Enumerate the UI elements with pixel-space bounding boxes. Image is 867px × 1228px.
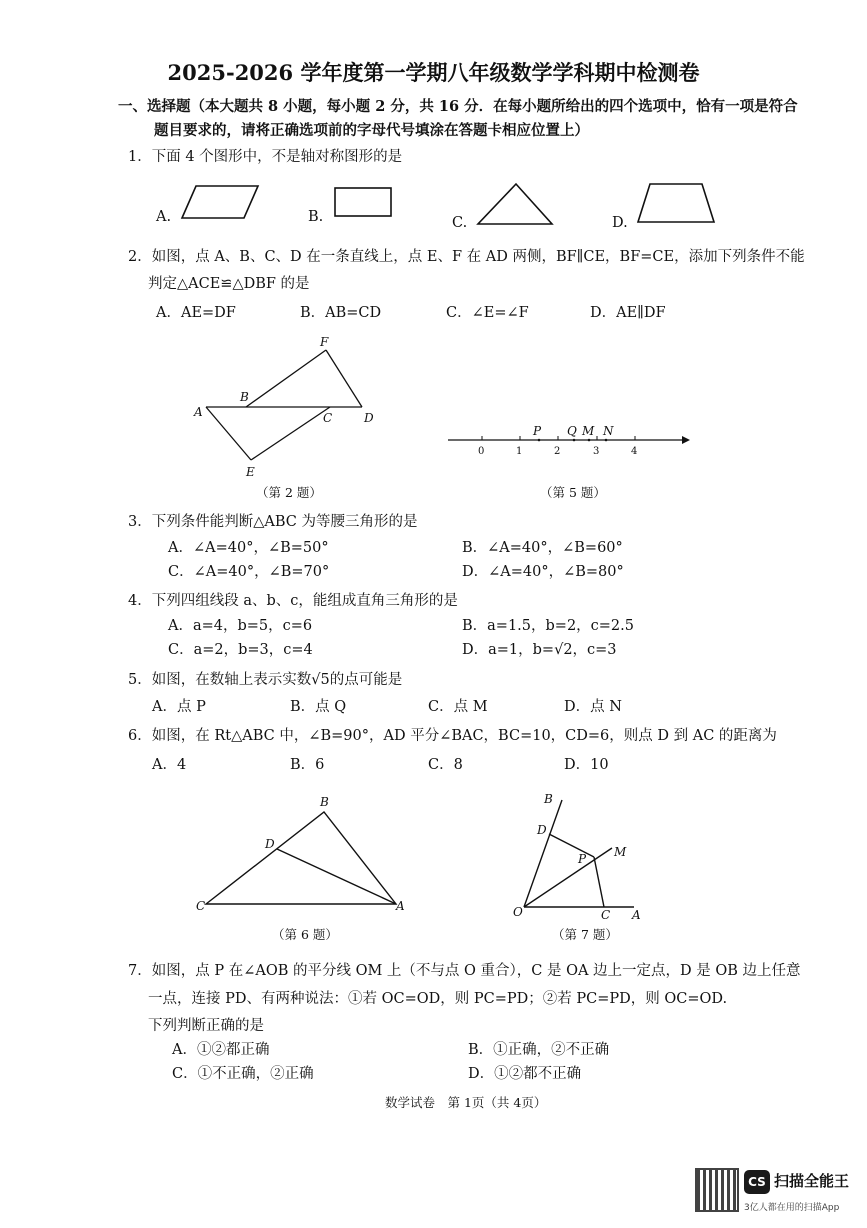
q2-option-b: B．AB=CD — [300, 305, 382, 321]
scanner-logo-icon: CS — [744, 1170, 770, 1194]
q6-label-b: B — [320, 795, 329, 809]
q2-option-c: C．∠E=∠F — [446, 305, 529, 321]
q6-caption: （第 6 题） — [272, 927, 338, 942]
point-n-label: N — [603, 424, 614, 438]
q6-label-d: D — [265, 837, 275, 851]
q7-stem-line3: 下列判断正确的是 — [148, 1018, 264, 1034]
q7-label-d: D — [537, 823, 547, 837]
q3-option-b: B．∠A=40°，∠B=60° — [462, 540, 623, 556]
q2-label-e: E — [246, 465, 255, 479]
q2-label-b: B — [240, 390, 249, 404]
q2-option-a: A．AE=DF — [156, 305, 236, 321]
q2-label-c: C — [323, 411, 333, 425]
q2-option-d: D．AE∥DF — [590, 305, 666, 321]
q2-label-d: D — [364, 411, 374, 425]
scanner-app-name: 扫描全能王 — [774, 1172, 850, 1190]
tick-label-4: 4 — [631, 446, 638, 457]
q7-stem-line1: 7．如图，点 P 在∠AOB 的平分线 OM 上（不与点 O 重合），C 是 OA 边上一定点，D 是 OB 边上任意 — [128, 963, 801, 979]
exam-title: 2025-2026 学年度第一学期八年级数学学科期中检测卷 — [167, 60, 700, 85]
scanner-app-tagline: 3亿人都在用的扫描App — [744, 1203, 840, 1213]
q6-option-d: D．10 — [564, 757, 609, 773]
q5-option-a: A．点 P — [152, 699, 206, 715]
q7-option-a: A．①②都正确 — [172, 1042, 270, 1058]
q5-caption: （第 5 题） — [540, 485, 606, 500]
q3-option-c: C．∠A=40°，∠B=70° — [168, 564, 330, 580]
q1-option-c: C. — [452, 215, 468, 231]
q2-stem-line1: 2．如图，点 A、B、C、D 在一条直线上，点 E、F 在 AD 两侧，BF∥CE，BF=CE，添加下列条件不能 — [128, 249, 805, 265]
point-p-label: P — [533, 424, 542, 438]
q2-label-a: A — [194, 405, 203, 419]
q4-option-c: C．a=2，b=3，c=4 — [168, 642, 313, 658]
q7-stem-line2: 一点，连接 PD、有两种说法：①若 OC=OD，则 PC=PD；②若 PC=PD，则 OC=OD. — [148, 991, 728, 1007]
q2-stem-line2: 判定△ACE≌△DBF 的是 — [148, 276, 310, 292]
q4-option-b: B．a=1.5，b=2，c=2.5 — [462, 618, 634, 634]
qr-code-icon — [695, 1168, 739, 1212]
q7-option-d: D．①②都不正确 — [468, 1066, 582, 1082]
q7-label-b: B — [544, 792, 553, 806]
q1-option-b: B. — [308, 209, 324, 225]
q7-label-o: O — [513, 905, 523, 919]
q4-option-a: A．a=4，b=5，c=6 — [168, 618, 313, 634]
q6-stem: 6．如图，在 Rt△ABC 中，∠B=90°，AD 平分∠BAC，BC=10，CD=6，则点 D 到 AC 的距离为 — [128, 728, 777, 744]
q5-option-c: C．点 M — [428, 699, 488, 715]
tick-label-0: 0 — [478, 446, 485, 457]
q6-option-b: B．6 — [290, 757, 325, 773]
q3-option-d: D．∠A=40°，∠B=80° — [462, 564, 624, 580]
q6-label-c: C — [196, 899, 206, 913]
q3-stem: 3．下列条件能判断△ABC 为等腰三角形的是 — [128, 514, 418, 530]
tick-label-2: 2 — [554, 446, 561, 457]
q7-label-c: C — [601, 908, 611, 922]
q7-label-m: M — [614, 845, 627, 859]
point-q-label: Q — [567, 424, 577, 438]
q5-stem: 5．如图，在数轴上表示实数√5的点可能是 — [128, 672, 403, 688]
q2-label-f: F — [320, 335, 329, 349]
q7-caption: （第 7 题） — [552, 927, 618, 942]
tick-label-1: 1 — [516, 446, 523, 457]
q4-option-d: D．a=1，b=√2，c=3 — [462, 642, 617, 658]
tick-label-3: 3 — [593, 446, 600, 457]
section-heading: 一、选择题（本大题共 8 小题，每小题 2 分，共 16 分．在每小题所给出的四个选项中，恰有一项是符合 — [118, 98, 798, 115]
point-m-label: M — [582, 424, 595, 438]
q5-option-b: B．点 Q — [290, 699, 347, 715]
q2-caption: （第 2 题） — [256, 485, 322, 500]
q4-stem: 4．下列四组线段 a、b、c，能组成直角三角形的是 — [128, 593, 458, 609]
q1-stem: 1．下面 4 个图形中，不是轴对称图形的是 — [128, 149, 403, 165]
q7-label-a: A — [632, 908, 641, 922]
q7-option-c: C．①不正确，②正确 — [172, 1066, 314, 1082]
q6-label-a: A — [396, 899, 405, 913]
q7-label-p: P — [578, 852, 587, 866]
q3-option-a: A．∠A=40°，∠B=50° — [168, 540, 329, 556]
q6-option-a: A．4 — [152, 757, 187, 773]
section-heading-line2: 题目要求的，请将正确选项前的字母代号填涂在答题卡相应位置上） — [154, 122, 589, 139]
q1-option-d: D. — [612, 215, 628, 231]
page-footer: 数学试卷 第 1页（共 4页） — [385, 1095, 547, 1110]
q6-option-c: C．8 — [428, 757, 463, 773]
q1-option-a: A. — [156, 209, 172, 225]
q5-option-d: D．点 N — [564, 699, 622, 715]
q7-option-b: B．①正确，②不正确 — [468, 1042, 610, 1058]
